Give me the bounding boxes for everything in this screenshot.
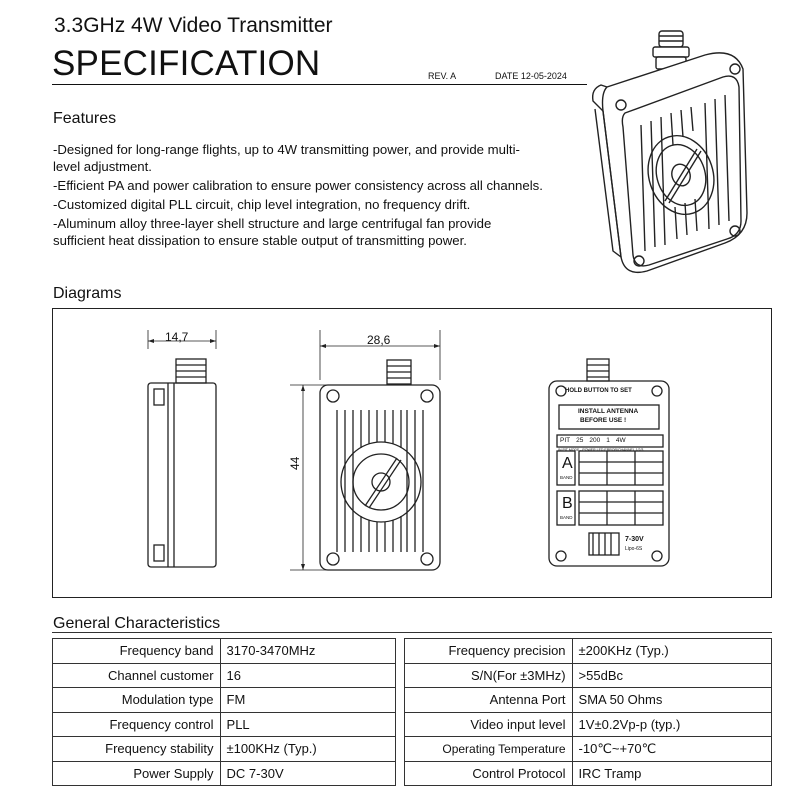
product-render-image	[585, 25, 765, 290]
characteristics-table-left	[52, 638, 396, 786]
document-subtitle: 3.3GHz 4W Video Transmitter	[54, 14, 333, 37]
label-warning-1: INSTALL ANTENNA	[578, 408, 639, 415]
label-band-b: B	[562, 495, 573, 512]
label-warning-2: BEFORE USE !	[580, 417, 627, 424]
spec-value: DC 7-30V	[220, 761, 395, 786]
spec-label: Antenna Port	[405, 688, 573, 713]
spec-value: -10℃~+70℃	[572, 737, 771, 762]
page-title: SPECIFICATION	[52, 44, 321, 83]
spec-value: PLL	[220, 712, 395, 737]
spec-label: Control Protocol	[405, 761, 573, 786]
spec-label: Frequency band	[53, 639, 221, 664]
width-dimension: 14,7	[165, 330, 189, 344]
length-dimension: 28,6	[367, 333, 391, 347]
spec-value: >55dBc	[572, 663, 771, 688]
feature-item: -Customized digital PLL circuit, chip level integration, no frequency drift.	[53, 197, 471, 212]
table-row	[405, 688, 772, 713]
table-row	[53, 688, 396, 713]
spec-label: S/N(For ±3MHz)	[405, 663, 573, 688]
spec-label: Modulation type	[53, 688, 221, 713]
spec-label: Power Supply	[53, 761, 221, 786]
spec-label: Frequency precision	[405, 639, 573, 664]
label-band-text-b: BAND	[560, 515, 573, 520]
spec-value: SMA 50 Ohms	[572, 688, 771, 713]
spec-value: 1V±0.2Vp-p (typ.)	[572, 712, 771, 737]
table-row	[405, 737, 772, 762]
pit-cell: 25	[576, 437, 584, 444]
table-row	[53, 712, 396, 737]
pit-cell: 1	[606, 437, 610, 444]
label-pit-mode: IN PIT MODE - POWER LED ERROR/CHANNEL 1/2/3	[558, 448, 644, 452]
side-view-drawing	[140, 325, 220, 580]
spec-value: FM	[220, 688, 395, 713]
height-dimension: 44	[288, 456, 302, 470]
spec-value: ±200KHz (Typ.)	[572, 639, 771, 664]
spec-label: Frequency control	[53, 712, 221, 737]
features-heading: Features	[53, 110, 117, 127]
spec-label: Channel customer	[53, 663, 221, 688]
revision-label: REV. A	[428, 71, 457, 81]
label-hold-button: HOLD BUTTON TO SET	[565, 388, 632, 394]
label-battery: Lipo-6S	[625, 546, 643, 552]
title-divider	[52, 84, 587, 85]
feature-item: -Efficient PA and power calibration to ensure power consistency across all channels.	[53, 178, 543, 193]
spec-value: IRC Tramp	[572, 761, 771, 786]
label-pit-row	[560, 437, 626, 444]
spec-label: Video input level	[405, 712, 573, 737]
feature-item: -Aluminum alloy three-layer shell structure and large centrifugal fan provide sufficient heat dissipation to ensure stable output of transmitting power.	[53, 216, 492, 248]
label-voltage: 7-30V	[625, 536, 644, 543]
spec-value: 3170-3470MHz	[220, 639, 395, 664]
pit-cell: PIT	[560, 437, 571, 444]
table-row	[53, 737, 396, 762]
pit-cell: 4W	[615, 437, 626, 444]
table-row	[405, 761, 772, 786]
label-band-a: A	[562, 455, 573, 472]
front-view-drawing	[285, 330, 445, 580]
feature-item: -Designed for long-range flights, up to 4W transmitting power, and provide multi-level adjustment.	[53, 142, 520, 174]
table-row	[53, 761, 396, 786]
table-row	[53, 663, 396, 688]
characteristics-heading: General Characteristics	[53, 615, 221, 632]
characteristics-divider	[52, 632, 772, 633]
spec-label: Operating Temperature	[405, 737, 573, 762]
characteristics-table-right	[404, 638, 772, 786]
spec-label: Frequency stability	[53, 737, 221, 762]
pit-cell: 200	[589, 437, 601, 444]
table-row	[405, 712, 772, 737]
date-label: DATE 12-05-2024	[495, 71, 567, 81]
spec-value: ±100KHz (Typ.)	[220, 737, 395, 762]
label-band-text-a: BAND	[560, 475, 573, 480]
diagrams-heading: Diagrams	[53, 285, 122, 302]
table-row	[405, 663, 772, 688]
table-row	[53, 639, 396, 664]
features-list	[53, 141, 543, 251]
spec-value: 16	[220, 663, 395, 688]
table-row	[405, 639, 772, 664]
